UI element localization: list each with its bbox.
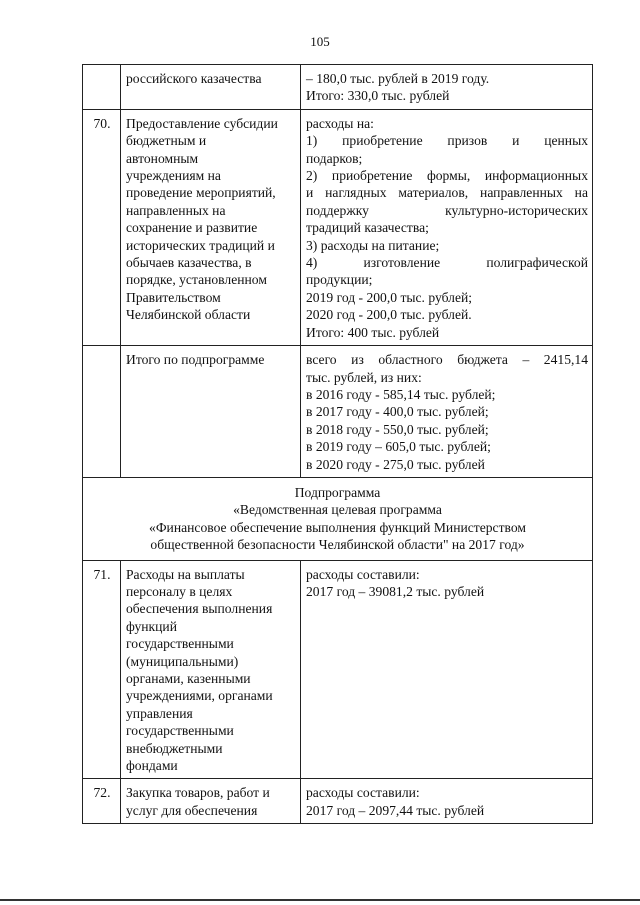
row-description	[121, 109, 301, 345]
row-description	[121, 779, 301, 824]
description-line: Правительством	[126, 289, 221, 305]
description-line: Челябинской области	[126, 307, 251, 323]
description-line: обеспечения выполнения	[126, 601, 273, 617]
detail-line: расходы на:	[306, 115, 374, 131]
description-line: Предоставление субсидии	[126, 115, 278, 131]
detail-line: подарков;	[306, 150, 363, 166]
description-line: государственными	[126, 636, 234, 652]
description-line: автономным	[126, 150, 199, 166]
description-line: бюджетным и	[126, 133, 207, 149]
description-line: внебюджетными	[126, 740, 223, 756]
detail-line: 2020 год - 200,0 тыс. рублей.	[306, 307, 472, 323]
table-row	[83, 346, 593, 478]
detail-line: 2017 год – 2097,44 тыс. рублей	[306, 802, 485, 818]
description-line: фондами	[126, 758, 178, 774]
description-line: обычаев казачества, в	[126, 255, 252, 271]
description-line: Итого по подпрограмме	[126, 352, 265, 368]
page-number: 105	[310, 34, 330, 49]
row-details	[301, 346, 593, 478]
row-number: 71.	[83, 560, 121, 779]
detail-line: расходы составили:	[306, 785, 420, 801]
table-row	[83, 779, 593, 824]
row-description	[121, 560, 301, 779]
subprogram-title-line: «Ведомственная целевая программа	[233, 502, 442, 518]
description-line: учреждениями, органами	[126, 688, 273, 704]
row-details	[301, 560, 593, 779]
detail-line: 4) изготовление полиграфической	[306, 255, 588, 271]
description-line: управления	[126, 705, 193, 721]
row-details	[301, 779, 593, 824]
description-line: исторических традиций и	[126, 237, 275, 253]
detail-line: 2019 год - 200,0 тыс. рублей;	[306, 289, 473, 305]
description-line: функций	[126, 618, 177, 634]
table-row	[83, 560, 593, 779]
detail-line: в 2017 году - 400,0 тыс. рублей;	[306, 404, 489, 420]
detail-line: продукции;	[306, 272, 373, 288]
detail-line: тыс. рублей, из них:	[306, 369, 422, 385]
description-line: (муниципальными)	[126, 653, 239, 669]
detail-line: расходы составили:	[306, 566, 420, 582]
subprogram-title-line: Подпрограмма	[294, 484, 381, 500]
detail-line: в 2018 году - 550,0 тыс. рублей;	[306, 421, 489, 437]
detail-line: в 2016 году - 585,14 тыс. рублей;	[306, 386, 496, 402]
row-number	[83, 346, 121, 478]
detail-line: 2) приобретение формы, информационных	[306, 168, 588, 184]
description-line: учреждениям на	[126, 168, 221, 184]
row-description	[121, 346, 301, 478]
description-line: российского казачества	[126, 71, 262, 86]
subprogram-title-line: «Финансовое обеспечение выполнения функций Министерством	[149, 519, 526, 535]
description-line: сохранение и развитие	[126, 220, 258, 236]
subprogram-header	[83, 477, 593, 560]
detail-line: в 2019 году – 605,0 тыс. рублей;	[306, 439, 491, 455]
detail-line: всего из областного бюджета – 2415,14	[306, 352, 588, 368]
row-description	[121, 65, 301, 110]
detail-line: 2017 год – 39081,2 тыс. рублей	[306, 583, 485, 599]
description-line: органами, казенными	[126, 671, 251, 686]
description-line: Закупка товаров, работ и	[126, 785, 270, 801]
table-row	[83, 109, 593, 345]
row-details	[301, 65, 593, 110]
detail-line: в 2020 году - 275,0 тыс. рублей	[306, 456, 485, 472]
detail-line: традиций казачества;	[306, 220, 429, 236]
detail-line: Итого: 330,0 тыс. рублей	[306, 88, 450, 104]
description-line: порядке, установленном	[126, 272, 267, 288]
subprogram-title-line: общественной безопасности Челябинской области" на 2017 год»	[150, 537, 525, 553]
detail-line: поддержку культурно-исторических	[306, 202, 588, 218]
row-details	[301, 109, 593, 345]
detail-line: Итого: 400 тыс. рублей	[306, 324, 440, 340]
description-line: государственными	[126, 723, 234, 739]
detail-line: 3) расходы на питание;	[306, 237, 440, 253]
description-line: проведение мероприятий,	[126, 185, 276, 201]
detail-line: – 180,0 тыс. рублей в 2019 году.	[306, 71, 490, 86]
description-line: услуг для обеспечения	[126, 802, 258, 818]
detail-line: и наглядных материалов, направленных на	[306, 185, 588, 201]
row-number: 72.	[83, 779, 121, 824]
bottom-rule	[0, 899, 640, 901]
description-line: Расходы на выплаты	[126, 566, 245, 582]
subprogram-header-row	[83, 477, 593, 560]
row-number	[83, 65, 121, 110]
table-row	[83, 65, 593, 110]
description-line: персоналу в целях	[126, 583, 233, 599]
row-number: 70.	[83, 109, 121, 345]
description-line: направленных на	[126, 202, 226, 218]
detail-line: 1) приобретение призов и ценных	[306, 133, 588, 149]
report-table	[82, 64, 593, 824]
